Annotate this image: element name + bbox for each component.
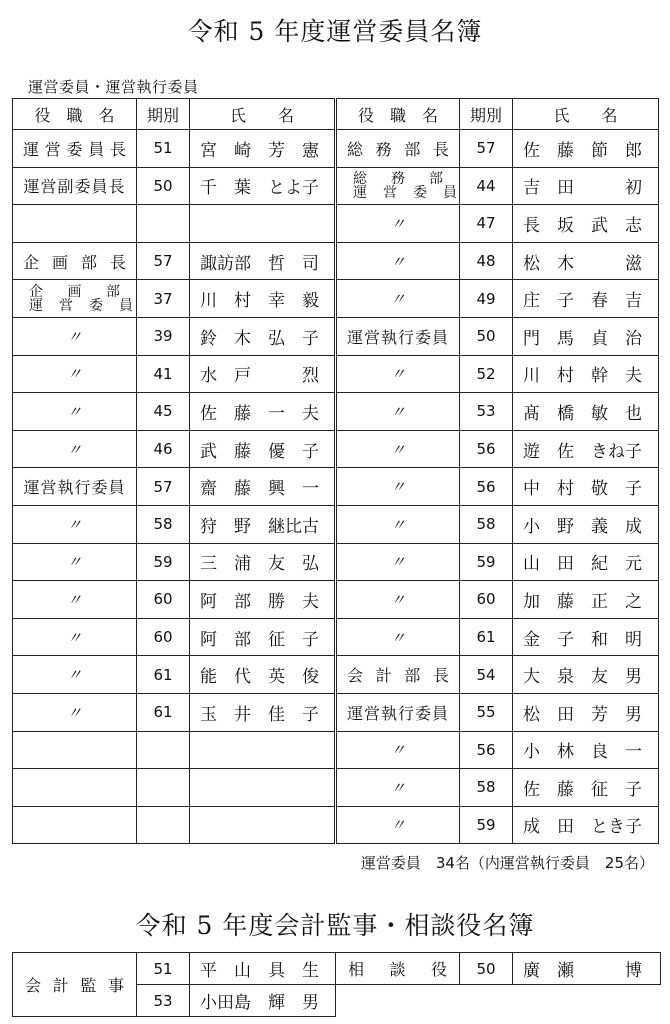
member-name: 庄 子 春 吉 [523,291,642,312]
term-cell: 47 [460,205,513,243]
term-cell: 60 [137,618,190,656]
table-row [13,581,659,619]
name-cell [190,505,336,543]
ditto-mark: 〃 [66,628,82,647]
ditto-mark: 〃 [390,816,406,835]
table-row [13,543,659,581]
name-cell [190,317,336,355]
table-row [13,731,659,769]
member-name: 鈴 木 弘 子 [200,328,319,349]
term-cell: 53 [137,985,190,1017]
member-name: 齋 藤 興 一 [200,479,319,500]
role-label: 企 画 部 長 [23,252,126,272]
role-cell [13,205,137,243]
table-row [13,242,659,280]
term-cell: 57 [137,242,190,280]
table-row [13,656,659,694]
member-name: 佐 藤 征 子 [523,779,642,800]
name-cell [190,581,336,619]
name-cell [513,430,659,468]
table-row [13,317,659,355]
advisor-role-cell [336,953,460,985]
term-cell: 60 [460,581,513,619]
page-title: 令和 5 年度運営委員名簿 [187,17,483,46]
table-row [13,355,659,393]
member-name: 小田島 輝 男 [200,993,319,1013]
role-cell [336,581,460,619]
name-cell [513,317,659,355]
header-name: 氏 名 [190,99,336,130]
ditto-mark: 〃 [66,553,82,572]
role-cell [336,355,460,393]
auditor-label: 会 計 監 事 [25,976,124,995]
role-label: 会 計 部 長 [347,666,449,686]
ditto-mark: 〃 [390,478,406,497]
term-cell: 56 [460,430,513,468]
member-name: 川 村 幹 夫 [523,366,642,387]
ditto-mark: 〃 [390,214,406,233]
term-cell [137,806,190,844]
role-cell [13,393,137,431]
table-row [13,205,659,243]
name-cell [190,280,336,318]
name-cell [513,806,659,844]
name-cell [190,393,336,431]
term-cell: 39 [137,317,190,355]
ditto-mark: 〃 [390,628,406,647]
table-row [13,769,659,807]
term-cell: 52 [460,355,513,393]
member-name: 長 坂 武 志 [523,215,642,236]
role-cell [336,130,460,168]
name-cell [513,953,661,985]
empty-cell [460,985,513,1017]
role-cell [13,430,137,468]
term-cell: 56 [460,468,513,506]
ditto-mark: 〃 [390,741,406,760]
member-name: 佐 藤 節 郎 [523,140,642,161]
ditto-mark: 〃 [66,327,82,346]
member-name: 千 葉 とよ子 [200,178,319,199]
name-cell [513,581,659,619]
term-cell: 61 [137,693,190,731]
role-cell [336,505,460,543]
member-name: 三 浦 友 弘 [200,554,319,575]
role-label: 運営執行委員 [23,478,126,498]
ditto-mark: 〃 [390,252,406,271]
name-cell [190,205,336,243]
term-cell: 58 [460,505,513,543]
ditto-mark: 〃 [390,402,406,421]
member-name: 加 藤 正 之 [523,591,642,612]
role-cell [13,505,137,543]
committee-table [12,98,659,844]
name-cell [513,769,659,807]
role-cell [336,280,460,318]
term-cell: 51 [137,953,190,985]
role-label: 総 務 部 長 [347,139,449,159]
table-row [13,806,659,844]
term-cell: 51 [137,130,190,168]
name-cell [513,656,659,694]
empty-cell [513,985,661,1017]
ditto-mark: 〃 [66,590,82,609]
role-cell [336,769,460,807]
ditto-mark: 〃 [66,365,82,384]
name-cell [513,543,659,581]
name-cell [190,543,336,581]
name-cell [513,468,659,506]
role-cell [13,618,137,656]
name-cell [190,769,336,807]
role-cell [13,543,137,581]
member-name: 能 代 英 俊 [200,667,319,688]
term-cell: 58 [137,505,190,543]
role-cell [13,468,137,506]
ditto-mark: 〃 [390,553,406,572]
member-name: 大 泉 友 男 [523,667,642,688]
role-cell [13,280,137,318]
member-name: 小 野 義 成 [523,516,642,537]
name-cell [190,618,336,656]
table-row [13,393,659,431]
member-name: 阿 部 勝 夫 [200,591,319,612]
member-count-note: 運営委員 34名（内運営執行委員 25名） [360,854,654,872]
table-row [13,505,659,543]
audit-title: 令和 5 年度会計監事・相談役名簿 [135,911,535,940]
term-cell: 50 [137,167,190,205]
term-cell: 49 [460,280,513,318]
role-cell [336,618,460,656]
role-cell [336,468,460,506]
term-cell: 55 [460,693,513,731]
term-cell: 54 [460,656,513,694]
term-cell: 59 [460,543,513,581]
ditto-mark: 〃 [390,440,406,459]
name-cell [190,468,336,506]
table-row [13,430,659,468]
member-name: 金 子 和 明 [523,629,642,650]
role-cell [13,130,137,168]
term-cell: 45 [137,393,190,431]
member-name: 成 田 とき子 [523,817,642,838]
name-cell [190,656,336,694]
term-cell [137,731,190,769]
role-cell [336,656,460,694]
term-cell: 61 [460,618,513,656]
role-cell [13,242,137,280]
empty-cell [336,985,460,1017]
term-cell: 60 [137,581,190,619]
term-cell: 50 [460,317,513,355]
member-name: 髙 橋 敏 也 [523,403,642,424]
member-name: 吉 田 初 [523,178,642,199]
role-cell [13,806,137,844]
ditto-mark: 〃 [66,440,82,459]
name-cell [513,205,659,243]
role-cell [336,693,460,731]
role-cell [13,581,137,619]
name-cell [190,130,336,168]
name-cell [513,693,659,731]
member-name: 宮 崎 芳 憲 [200,140,319,161]
term-cell: 46 [137,430,190,468]
role-cell [13,693,137,731]
term-cell [137,205,190,243]
name-cell [190,167,336,205]
member-name: 廣 瀬 博 [523,961,642,981]
name-cell [190,355,336,393]
name-cell [513,618,659,656]
term-cell: 48 [460,242,513,280]
table-row [13,280,659,318]
member-name: 遊 佐 きね子 [523,441,642,462]
term-cell: 53 [460,393,513,431]
member-name: 川 村 幸 毅 [200,291,319,312]
member-name: 中 村 敬 子 [523,479,642,500]
member-name: 門 馬 貞 治 [523,328,642,349]
table-row [13,618,659,656]
role-label: 運営執行委員 [346,327,449,347]
role-cell [336,393,460,431]
ditto-mark: 〃 [66,515,82,534]
table-row [13,468,659,506]
member-name: 玉 井 佳 子 [200,704,319,725]
name-cell [513,731,659,769]
member-name: 水 戸 烈 [200,366,319,387]
header-term: 期別 [137,99,190,130]
role-label: 運 営 委 員 長 [23,139,126,159]
table-row [13,953,661,985]
auditor-role-cell [13,953,137,1017]
role-label: 運営執行委員 [346,703,449,723]
name-cell [513,355,659,393]
role-label: 運営副委員長 [23,177,126,197]
role-cell [13,355,137,393]
name-cell [513,505,659,543]
header-role: 役 職 名 [13,99,137,130]
term-cell [137,769,190,807]
term-cell: 50 [460,953,513,985]
role-label: 総 務 部 運 営 委 員 [353,170,457,201]
term-cell: 41 [137,355,190,393]
name-cell [190,430,336,468]
header-term: 期別 [460,99,513,130]
name-cell [513,130,659,168]
member-name: 松 田 芳 男 [523,704,642,725]
ditto-mark: 〃 [66,666,82,685]
name-cell [190,242,336,280]
role-cell [336,167,460,205]
member-name: 松 木 滋 [523,253,642,274]
role-cell [13,656,137,694]
advisor-label: 相 談 役 [348,960,447,979]
role-cell [13,731,137,769]
member-name: 佐 藤 一 夫 [200,403,319,424]
term-cell: 44 [460,167,513,205]
member-name: 山 田 紀 元 [523,554,642,575]
role-cell [336,205,460,243]
member-name: 平 山 具 生 [200,961,319,981]
role-label: 企 画 部 運 営 委 員 [29,283,133,314]
table-header-row [13,99,659,130]
name-cell [190,806,336,844]
table-row [13,130,659,168]
ditto-mark: 〃 [66,402,82,421]
ditto-mark: 〃 [390,778,406,797]
role-cell [336,317,460,355]
role-cell [336,242,460,280]
name-cell [190,731,336,769]
ditto-mark: 〃 [390,590,406,609]
ditto-mark: 〃 [390,515,406,534]
term-cell: 57 [460,130,513,168]
member-name: 武 藤 優 子 [200,441,319,462]
name-cell [190,693,336,731]
ditto-mark: 〃 [390,290,406,309]
term-cell: 56 [460,731,513,769]
name-cell [190,953,336,985]
member-name: 阿 部 征 子 [200,629,319,650]
term-cell: 37 [137,280,190,318]
header-name: 氏 名 [513,99,659,130]
role-cell [336,731,460,769]
role-cell [13,317,137,355]
term-cell: 61 [137,656,190,694]
table-row [13,693,659,731]
role-cell [336,806,460,844]
member-name: 狩 野 継比古 [200,516,319,537]
ditto-mark: 〃 [390,365,406,384]
term-cell: 58 [460,769,513,807]
audit-table [12,952,661,1017]
role-cell [336,543,460,581]
name-cell [513,242,659,280]
term-cell: 59 [137,543,190,581]
term-cell: 57 [137,468,190,506]
term-cell: 59 [460,806,513,844]
member-name: 小 林 良 一 [523,742,642,763]
role-cell [13,167,137,205]
member-name: 諏訪部 哲 司 [200,253,319,274]
header-role: 役 職 名 [336,99,460,130]
role-cell [336,430,460,468]
section-label: 運営委員・運営執行委員 [28,78,199,96]
table-row [13,167,659,205]
role-cell [13,769,137,807]
name-cell [513,393,659,431]
name-cell [513,280,659,318]
name-cell [513,167,659,205]
name-cell [190,985,336,1017]
ditto-mark: 〃 [66,703,82,722]
